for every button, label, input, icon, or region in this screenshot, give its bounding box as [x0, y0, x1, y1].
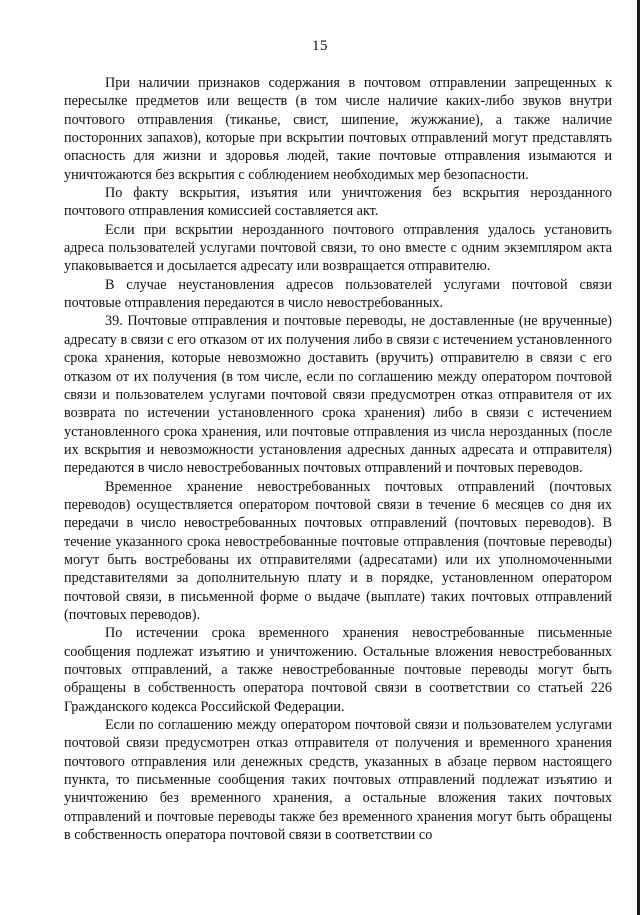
paragraph-address-not-established: В случае неустановления адресов пользователей услугами почтовой связи почтовые отправления передаются в число невостребованных. — [64, 276, 612, 312]
paragraph-address-established: Если при вскрытии нерозданного почтового отправления удалось установить адреса пользователей услугами почтовой связи, то оно вместе с одним экземпляром акта упаковывается и досылается адресату или возвращается отправителю. — [64, 221, 612, 275]
paragraph-opening-act: По факту вскрытия, изъятия или уничтожения без вскрытия нерозданного почтового отправления комиссией составляется акт. — [64, 185, 612, 220]
paragraph-refusal-agreement: Если по соглашению между оператором почтовой связи и пользователем услугами почтовой связи предусмотрен отказ отправителя от получения и временного хранения почтового отправления или денежных средств, указанных в абзаце первом настоящего пункта, то письменные сообщения таких почтовых отправлений подлежат изъятию и уничтожению без временного хранения, а остальные вложения таких почтовых отправлений и почтовые переводы также без временного хранения могут быть обращены в собственность оператора почтовой связи в соответствии со — [64, 717, 612, 844]
paragraph-prohibited-items: При наличии признаков содержания в почтовом отправлении запрещенных к пересылке предметов или веществ (в том числе наличие каких-либо звуков внутри почтового отправления (тиканье, свист, шипение, жужжание), а также наличие посторонних запахов), которые при вскрытии почтовых отправлений могут представлять опасность для жизни и здоровья людей, такие почтовые отправления изымаются и уничтожаются без вскрытия с соблюдением необходимых мер безопасности. — [64, 75, 612, 183]
paragraph-after-storage-period: По истечении срока временного хранения невостребованные письменные сообщения подлежат изъятию и уничтожению. Остальные вложения невостребованных почтовых отправлений, а также невостребованные почтовые переводы могут быть обращены в собственность оператора почтовой связи в соответствии со статьей 226 Гражданского кодекса Российской Федерации. — [64, 625, 612, 715]
page-number: 15 — [312, 38, 328, 54]
paragraph-item-39: 39. Почтовые отправления и почтовые переводы, не доставленные (не врученные) адресату в связи с его отказом от их получения либо в связи с истечением установленного срока хранения, которые невозможно доставить (вручить) отправителю в связи с его отказом от их получения (в том числе, если по соглашению между оператором почтовой связи и пользователем услугами почтовой связи предусмотрен отказ отправителя от их возврата по истечении установленного срока хранения) либо в связи с истечением установленного срока хранения, или почтовые отправления из числа нерозданных (после их вскрытия и невозможности установления адресных данных адресата и отправителя) передаются в число невостребованных почтовых отправлений и почтовых переводов. — [64, 313, 612, 477]
document-body — [64, 74, 612, 844]
paragraph-temporary-storage: Временное хранение невостребованных почтовых отправлений (почтовых переводов) осуществляется оператором почтовой связи в течение 6 месяцев со дня их передачи в число невостребованных почтовых отправлений (почтовых переводов). В течение указанного срока невостребованные почтовые отправления (почтовые переводы) могут быть востребованы их отправителями (адресатами) или их уполномоченными представителями за дополнительную плату и в порядке, установленном оператором почтовой связи, в письменной форме о выдаче (выплате) таких почтовых отправлений (почтовых переводов). — [64, 478, 612, 623]
